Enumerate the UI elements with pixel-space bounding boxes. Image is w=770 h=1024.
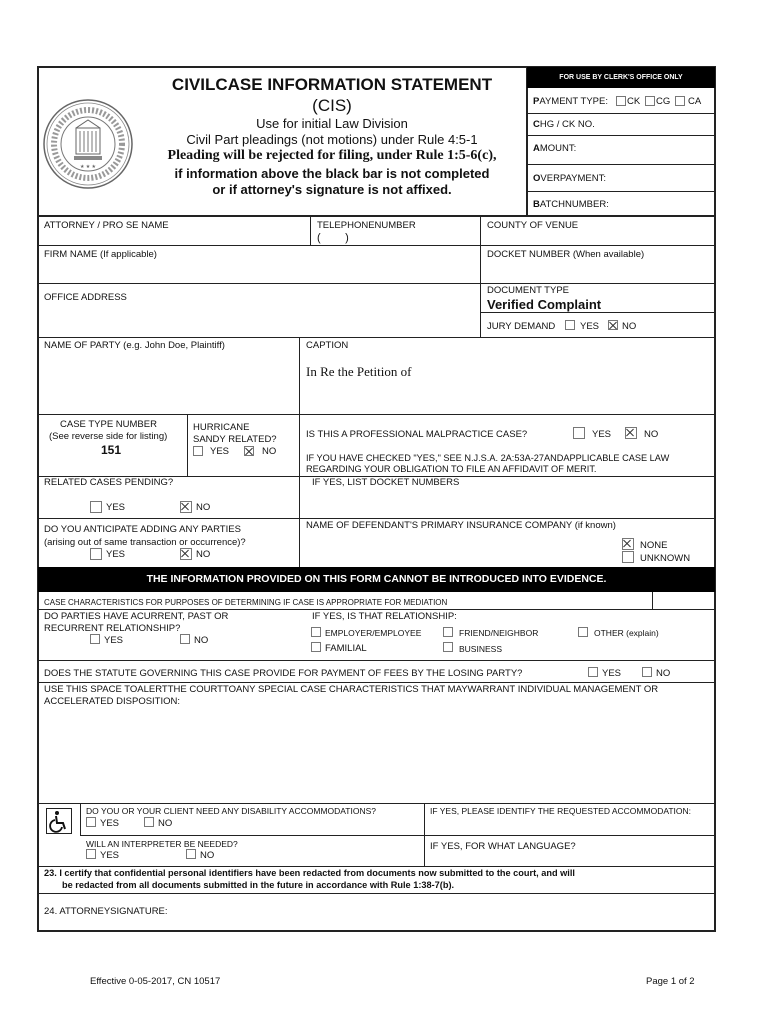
rejected-line: Pleading will be rejected for filing, under Rule 1:5-6(c), — [167, 148, 497, 163]
batch-number-label: BATCHNUMBER: — [533, 199, 609, 210]
malpractice-no-checkbox[interactable] — [625, 427, 637, 439]
relationship-question: DO PARTIES HAVE ACURRENT, PAST OR — [44, 611, 229, 622]
telephone-label: TELEPHONENUMBER — [317, 220, 416, 231]
case-type-hint: (See reverse side for listing) — [49, 431, 168, 442]
chg-ck-no-label: CHG / CK NO. — [533, 119, 595, 130]
relationship-yes-label: YES — [104, 635, 124, 646]
payment-cg-checkbox[interactable] — [645, 96, 655, 106]
jury-no-label: NO — [622, 321, 637, 332]
payment-ca-label: CA — [688, 96, 702, 107]
hurricane-yes-checkbox[interactable] — [193, 446, 203, 456]
relationship-question-2: RECURRENT RELATIONSHIP? — [44, 623, 181, 634]
anticipate-parties-label: DO YOU ANTICIPATE ADDING ANY PARTIES — [44, 524, 241, 535]
related-no-checkbox[interactable] — [180, 501, 192, 513]
effective-date: Effective 0-05-2017, CN 10517 — [90, 976, 221, 987]
hurricane-sandy-label: SANDY RELATED? — [193, 434, 277, 445]
party-name-label: NAME OF PARTY (e.g. John Doe, Plaintiff) — [44, 340, 225, 351]
accommodation-label: IF YES, PLEASE IDENTIFY THE REQUESTED ACCOMMODATION: — [430, 806, 692, 816]
language-label: IF YES, FOR WHAT LANGUAGE? — [430, 841, 576, 852]
fee-yes-label: YES — [602, 668, 622, 679]
relationship-no-checkbox[interactable] — [180, 634, 190, 644]
insurance-unknown-label: UNKNOWN — [640, 553, 691, 564]
relationship-yes-checkbox[interactable] — [90, 634, 100, 644]
friend-neighbor-label: FRIEND/NEIGHBOR — [459, 628, 539, 638]
document-type-label: DOCUMENT TYPE — [487, 285, 569, 296]
amount-label: AMOUNT: — [533, 143, 577, 154]
disability-yes-checkbox[interactable] — [86, 817, 96, 827]
interpreter-no-checkbox[interactable] — [186, 849, 196, 859]
anticipate-parties-hint: (arising out of same transaction or occurrence)? — [44, 537, 246, 548]
svg-text:★ ★ ★: ★ ★ ★ — [80, 165, 96, 170]
familial-label: FAMILIAL — [325, 643, 367, 654]
jury-yes-label: YES — [580, 321, 600, 332]
mediation-heading: CASE CHARACTERISTICS FOR PURPOSES OF DETERMINING IF CASE IS APPROPRIATE FOR MEDIATION — [44, 598, 448, 607]
insurance-unknown-checkbox[interactable] — [622, 551, 634, 563]
insurance-none-label: NONE — [640, 540, 668, 551]
special-characteristics-label-2: ACCELERATED DISPOSITION: — [44, 696, 181, 707]
relationship-type-label: IF YES, IS THAT RELATIONSHIP: — [312, 611, 457, 622]
payment-ca-checkbox[interactable] — [675, 96, 685, 106]
related-yes-label: YES — [106, 502, 126, 513]
certification-text: 23. I certify that confidential personal identifiers have been redacted from documents now submitted to the court, and will — [44, 868, 575, 878]
firm-name-label: FIRM NAME (If applicable) — [44, 249, 157, 260]
jury-yes-checkbox[interactable] — [565, 320, 575, 330]
special-characteristics-label: USE THIS SPACE TOALERTTHE COURTTOANY SPECIAL CASE CHARACTERISTICS THAT MAYWARRANT INDIVIDUAL MANAGEMENT OR — [44, 684, 659, 695]
interpreter-yes-label: YES — [100, 850, 120, 861]
case-type-value[interactable]: 151 — [101, 443, 122, 457]
rule-line: Civil Part pleadings (not motions) under Rule 4:5-1 — [186, 132, 478, 147]
affidavit-note-line1: IF YOU HAVE CHECKED "YES," SEE N.J.S.A. 2A:53A-27ANDAPPLICABLE CASE LAW — [306, 453, 670, 463]
overpayment-label: OVERPAYMENT: — [533, 173, 607, 184]
black-bar-line: if information above the black bar is not completed — [174, 166, 490, 181]
caption-label: CAPTION — [306, 340, 349, 351]
payment-ck-label: CK — [627, 96, 641, 107]
fee-yes-checkbox[interactable] — [588, 667, 598, 677]
list-docket-label: IF YES, LIST DOCKET NUMBERS — [312, 477, 460, 488]
court-seal-icon — [42, 98, 134, 190]
business-checkbox[interactable] — [443, 642, 453, 652]
disability-yes-label: YES — [100, 818, 120, 829]
form-subtitle: (CIS) — [312, 96, 352, 115]
relationship-no-label: NO — [194, 635, 209, 646]
clerk-box — [526, 66, 716, 215]
document-type-value[interactable]: Verified Complaint — [487, 297, 602, 312]
jury-demand-label: JURY DEMAND — [487, 321, 556, 332]
employer-employee-label: EMPLOYER/EMPLOYEE — [325, 628, 422, 638]
disability-no-checkbox[interactable] — [144, 817, 154, 827]
docket-number-label: DOCKET NUMBER (When available) — [487, 249, 645, 260]
payment-ck-checkbox[interactable] — [616, 96, 626, 106]
payment-type-label: PAYMENT TYPE: — [533, 96, 608, 107]
fee-no-checkbox[interactable] — [642, 667, 652, 677]
malpractice-yes-label: YES — [592, 429, 612, 440]
fee-no-label: NO — [656, 668, 671, 679]
anticipate-no-label: NO — [196, 549, 211, 560]
other-explain-checkbox[interactable] — [578, 627, 588, 637]
office-address-label: OFFICE ADDRESS — [44, 292, 127, 303]
hurricane-no-label: NO — [262, 446, 277, 457]
related-no-label: NO — [196, 502, 211, 513]
anticipate-yes-label: YES — [106, 549, 126, 560]
case-type-label: CASE TYPE NUMBER — [60, 419, 157, 430]
anticipate-yes-checkbox[interactable] — [90, 548, 102, 560]
other-explain-label: OTHER (explain) — [594, 628, 659, 638]
attorney-name-label: ATTORNEY / PRO SE NAME — [44, 220, 169, 231]
hurricane-yes-label: YES — [210, 446, 230, 457]
form-title: CIVILCASE INFORMATION STATEMENT — [171, 75, 493, 94]
jury-no-checkbox[interactable] — [608, 320, 618, 330]
anticipate-no-checkbox[interactable] — [180, 548, 192, 560]
evidence-notice-bar: THE INFORMATION PROVIDED ON THIS FORM CANNOT BE INTRODUCED INTO EVIDENCE. — [38, 567, 715, 592]
malpractice-question: IS THIS A PROFESSIONAL MALPRACTICE CASE? — [306, 429, 528, 440]
interpreter-question: WILL AN INTERPRETER BE NEEDED? — [86, 839, 238, 849]
hurricane-label: HURRICANE — [193, 422, 250, 433]
payment-cg-label: CG — [656, 96, 671, 107]
county-of-venue-label: COUNTY OF VENUE — [487, 220, 579, 231]
fee-statute-question: DOES THE STATUTE GOVERNING THIS CASE PROVIDE FOR PAYMENT OF FEES BY THE LOSING PARTY? — [44, 668, 523, 679]
affidavit-note-line2: REGARDING YOUR OBLIGATION TO FILE AN AFFIDAVIT OF MERIT. — [306, 464, 597, 474]
insurance-company-label: NAME OF DEFENDANT'S PRIMARY INSURANCE COMPANY (if known) — [306, 520, 616, 531]
certification-text-2: be redacted from all documents submitted in the future in accordance with Rule 1:38-7(b). — [62, 880, 455, 890]
clerk-heading: FOR USE BY CLERK'S OFFICE ONLY — [527, 67, 715, 88]
attorney-signature-label: 24. ATTORNEYSIGNATURE: — [44, 906, 168, 917]
telephone-area-code[interactable]: ( ) — [317, 232, 349, 244]
page-number: Page 1 of 2 — [646, 976, 695, 987]
hurricane-no-checkbox[interactable] — [244, 446, 254, 456]
interpreter-no-label: NO — [200, 850, 215, 861]
related-cases-label: RELATED CASES PENDING? — [44, 477, 174, 488]
disability-no-label: NO — [158, 818, 173, 829]
employer-employee-checkbox[interactable] — [311, 627, 321, 637]
business-label: BUSINESS — [459, 644, 502, 654]
malpractice-yes-checkbox[interactable] — [573, 427, 585, 439]
interpreter-yes-checkbox[interactable] — [86, 849, 96, 859]
signature-line: or if attorney's signature is not affixed. — [212, 182, 452, 197]
friend-neighbor-checkbox[interactable] — [443, 627, 453, 637]
use-for-line: Use for initial Law Division — [256, 116, 408, 131]
wheelchair-icon — [46, 808, 72, 834]
malpractice-no-label: NO — [644, 429, 659, 440]
related-yes-checkbox[interactable] — [90, 501, 102, 513]
familial-checkbox[interactable] — [311, 642, 321, 652]
insurance-none-checkbox[interactable] — [622, 538, 634, 550]
caption-value[interactable]: In Re the Petition of — [306, 364, 412, 379]
disability-question: DO YOU OR YOUR CLIENT NEED ANY DISABILITY ACCOMMODATIONS? — [86, 806, 377, 816]
